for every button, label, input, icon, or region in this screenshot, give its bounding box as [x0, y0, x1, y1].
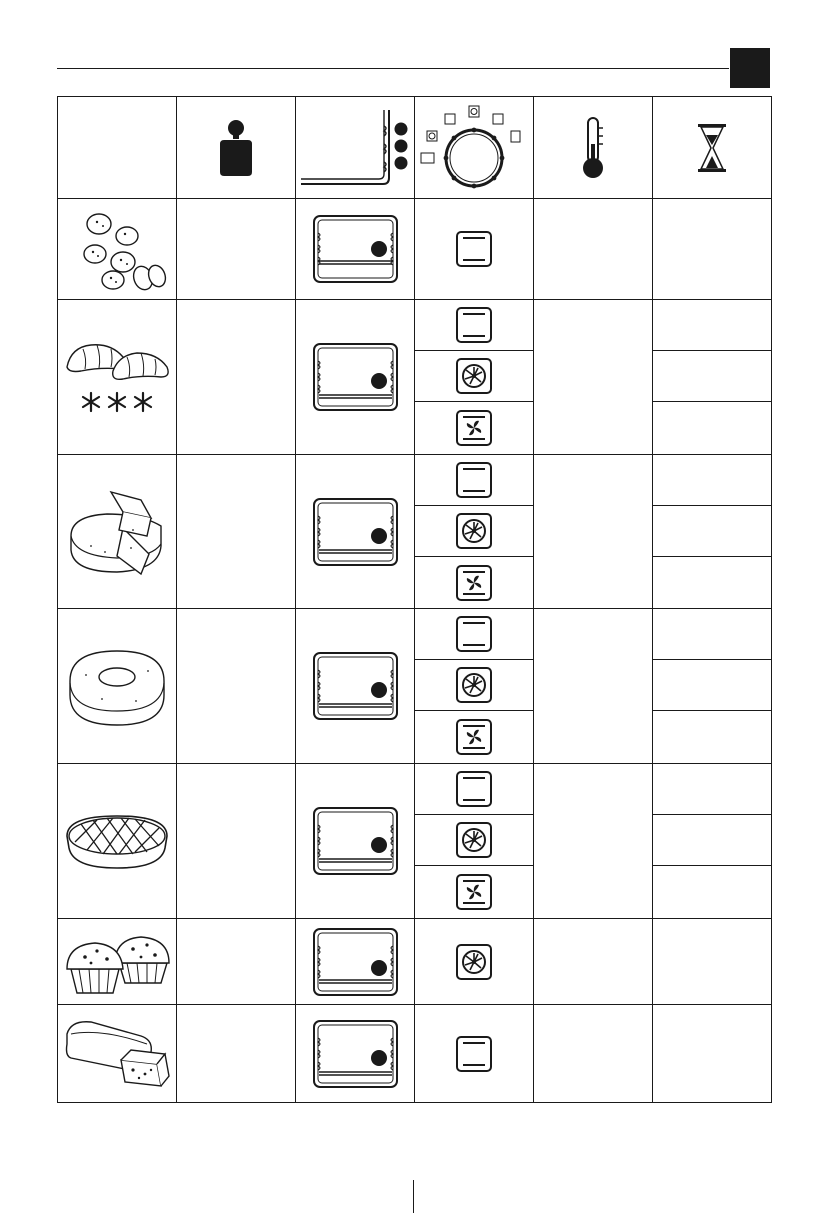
cookies-icon [67, 206, 167, 292]
function-cell [415, 300, 534, 351]
food-cell [58, 919, 177, 1005]
time-cell [653, 351, 772, 402]
weight-cell [177, 300, 296, 455]
time-cell [653, 866, 772, 919]
weight-icon [216, 118, 256, 178]
shelf-cell [296, 764, 415, 919]
temperature-cell [534, 455, 653, 609]
function-cell [415, 815, 534, 866]
time-cell [653, 660, 772, 711]
thermometer-icon [578, 116, 608, 180]
shelf-3-icon [313, 1020, 398, 1088]
fan-assisted-icon [456, 410, 492, 446]
shelf-3-icon [313, 807, 398, 875]
time-cell [653, 919, 772, 1005]
shelf-2-icon [313, 215, 398, 283]
temperature-cell [534, 609, 653, 764]
time-cell [653, 609, 772, 660]
food-cell [58, 1005, 177, 1103]
food-cell [58, 764, 177, 919]
function-cell [415, 506, 534, 557]
function-cell [415, 455, 534, 506]
shelf-3-icon [313, 343, 398, 411]
function-cell [415, 557, 534, 609]
top-bottom-heat-icon [456, 1036, 492, 1072]
time-cell [653, 1005, 772, 1103]
time-cell [653, 815, 772, 866]
table-row [58, 199, 772, 300]
food-cell [58, 609, 177, 764]
lattice-pie-icon [61, 806, 173, 876]
table-row [58, 1005, 772, 1103]
table-row [58, 455, 772, 506]
function-cell [415, 764, 534, 815]
header-rule [57, 68, 729, 69]
header-temperature-cell [534, 97, 653, 199]
temperature-cell [534, 199, 653, 300]
header-time-cell [653, 97, 772, 199]
shelf-cell [296, 609, 415, 764]
top-bottom-heat-icon [456, 231, 492, 267]
fan-ring-heat-icon [456, 944, 492, 980]
table-row [58, 919, 772, 1005]
top-bottom-heat-icon [456, 616, 492, 652]
function-cell [415, 1005, 534, 1103]
fan-ring-heat-icon [456, 513, 492, 549]
ring-cake-icon [62, 641, 172, 731]
shelf-cell [296, 1005, 415, 1103]
function-cell [415, 866, 534, 919]
header-function-cell [415, 97, 534, 199]
sponge-cake-icon [61, 486, 173, 578]
time-cell [653, 711, 772, 764]
time-cell [653, 402, 772, 455]
function-cell [415, 660, 534, 711]
shelf-3-icon [313, 928, 398, 996]
time-cell [653, 455, 772, 506]
top-bottom-heat-icon [456, 307, 492, 343]
function-cell [415, 609, 534, 660]
shelf-cell [296, 300, 415, 455]
page-divider [413, 1180, 414, 1213]
time-cell [653, 764, 772, 815]
temperature-cell [534, 764, 653, 919]
weight-cell [177, 1005, 296, 1103]
temperature-cell [534, 300, 653, 455]
fan-assisted-icon [456, 719, 492, 755]
time-cell [653, 506, 772, 557]
table-row [58, 609, 772, 660]
shelf-cell [296, 455, 415, 609]
cooking-table [57, 96, 772, 1103]
top-bottom-heat-icon [456, 771, 492, 807]
hourglass-icon [696, 123, 728, 173]
shelf-cell [296, 199, 415, 300]
fan-ring-heat-icon [456, 822, 492, 858]
frozen-croissants-icon [61, 337, 173, 417]
weight-cell [177, 764, 296, 919]
weight-cell [177, 455, 296, 609]
fan-ring-heat-icon [456, 358, 492, 394]
function-cell [415, 711, 534, 764]
weight-cell [177, 199, 296, 300]
time-cell [653, 300, 772, 351]
shelf-position-icon [299, 106, 411, 190]
function-cell [415, 351, 534, 402]
weight-cell [177, 919, 296, 1005]
top-bottom-heat-icon [456, 462, 492, 498]
temperature-cell [534, 1005, 653, 1103]
function-knob-icon [419, 103, 529, 193]
time-cell [653, 557, 772, 609]
section-tab [730, 48, 770, 88]
fan-ring-heat-icon [456, 667, 492, 703]
food-cell [58, 199, 177, 300]
shelf-3-icon [313, 498, 398, 566]
table-row [58, 764, 772, 815]
fan-assisted-icon [456, 565, 492, 601]
table-row [58, 300, 772, 351]
header-row [58, 97, 772, 199]
food-cell [58, 455, 177, 609]
loaf-cake-icon [61, 1014, 173, 1094]
function-cell [415, 919, 534, 1005]
temperature-cell [534, 919, 653, 1005]
header-weight-cell [177, 97, 296, 199]
header-shelf-cell [296, 97, 415, 199]
shelf-3-icon [313, 652, 398, 720]
shelf-cell [296, 919, 415, 1005]
muffins-icon [61, 927, 173, 997]
header-food-cell [58, 97, 177, 199]
fan-assisted-icon [456, 874, 492, 910]
weight-cell [177, 609, 296, 764]
function-cell [415, 402, 534, 455]
time-cell [653, 199, 772, 300]
food-cell [58, 300, 177, 455]
function-cell [415, 199, 534, 300]
